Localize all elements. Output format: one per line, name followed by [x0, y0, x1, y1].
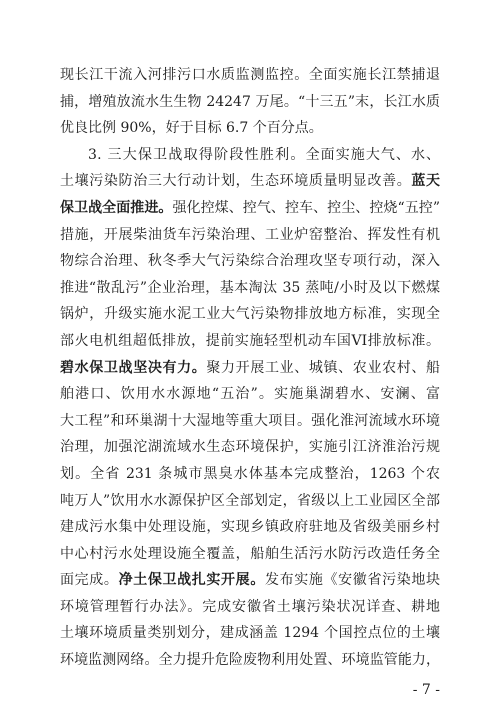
line-text: 锅炉，升级实施水泥工业大气污染物排放地方标准，实现全	[60, 306, 440, 323]
document-body	[60, 62, 440, 674]
text-line	[60, 434, 440, 461]
emphasis-text: 保卫战全面推进。	[60, 199, 173, 216]
line-text: 推进“散乱污”企业治理，基本淘汰 35 蒸吨/小时及以下燃煤	[60, 279, 440, 296]
text-line	[60, 461, 440, 488]
line-text: 大工程”和环巢湖十大湿地等重大项目。强化淮河流域水环境	[60, 412, 440, 429]
text-line	[60, 89, 440, 116]
text-line	[60, 115, 440, 142]
line-text: 聚力开展工业、城镇、农业农村、船	[206, 359, 440, 376]
emphasis-text: 蓝天	[411, 173, 440, 190]
line-text: 环境监测网络。全力提升危险废物利用处置、环境监管能力，	[60, 652, 440, 669]
line-text: 吨万人”饮用水水源保护区全部划定，省级以上工业园区全部	[60, 492, 440, 509]
text-line	[60, 328, 440, 355]
text-line	[60, 514, 440, 541]
line-text: 面完成。	[60, 572, 119, 589]
text-line	[60, 594, 440, 621]
text-line	[60, 142, 440, 169]
emphasis-text: 碧水保卫战坚决有力。	[60, 359, 207, 376]
text-line	[60, 488, 440, 515]
text-line	[60, 647, 440, 674]
text-line	[60, 168, 440, 195]
text-line	[60, 301, 440, 328]
emphasis-text: 净土保卫战扎实开展。	[118, 572, 265, 589]
line-text: 划。全省 231 条城市黑臭水体基本完成整治，1263 个农	[60, 465, 440, 482]
line-text: 治理，加强沱湖流域水生态环境保护，实施引江济淮治污规	[60, 439, 440, 456]
text-line	[60, 275, 440, 302]
text-line	[60, 248, 440, 275]
line-text: 部火电机组超低排放，提前实施轻型机动车国VI排放标准。	[60, 332, 440, 349]
text-line	[60, 62, 440, 89]
text-line	[60, 381, 440, 408]
line-text: 强化控煤、控气、控车、控尘、控烧“五控”	[172, 199, 440, 216]
line-text: 现长江干流入河排污口水质监测监控。全面实施长江禁捕退	[60, 67, 440, 83]
line-text: 舶港口、饮用水水源地“五治”。实施巢湖碧水、安澜、富	[60, 386, 440, 403]
line-text: 建成污水集中处理设施，实现乡镇政府驻地及省级美丽乡村	[60, 519, 440, 536]
text-line	[60, 222, 440, 249]
line-text: 优良比例 90%，好于目标 6.7 个百分点。	[60, 120, 323, 137]
line-text: 土壤环境质量类别划分，建成涵盖 1294 个国控点位的土壤	[60, 625, 440, 642]
page-number: - 7 -	[412, 682, 440, 698]
line-text: 环境管理暂行办法》。完成安徽省土壤污染状况详查、耕地	[60, 598, 440, 615]
paragraph-three-battles	[60, 142, 440, 674]
line-text: 全面实施大气、水、	[305, 146, 440, 163]
line-text: 发布实施《安徽省污染地块	[264, 572, 440, 589]
text-line	[60, 567, 440, 594]
line-text: 捕，增殖放流水生生物 24247 万尾。“十三五”末，长江水质	[60, 93, 440, 110]
line-text: 中心村污水处理设施全覆盖，船舶生活污水防污改造任务全	[60, 545, 440, 562]
paragraph-continued	[60, 62, 440, 142]
text-line	[60, 620, 440, 647]
text-line	[60, 355, 440, 382]
text-line	[60, 541, 440, 568]
text-line	[60, 408, 440, 435]
text-line	[60, 195, 440, 222]
line-text: 措施，开展柴油货车污染治理、工业炉窑整治、挥发性有机	[60, 226, 440, 243]
subheading-text: 3. 三大保卫战取得阶段性胜利。	[88, 146, 306, 163]
line-text: 物综合治理、秋冬季大气污染综合治理攻坚专项行动，深入	[60, 253, 440, 270]
line-text: 土壤污染防治三大行动计划，生态环境质量明显改善。	[60, 173, 412, 190]
